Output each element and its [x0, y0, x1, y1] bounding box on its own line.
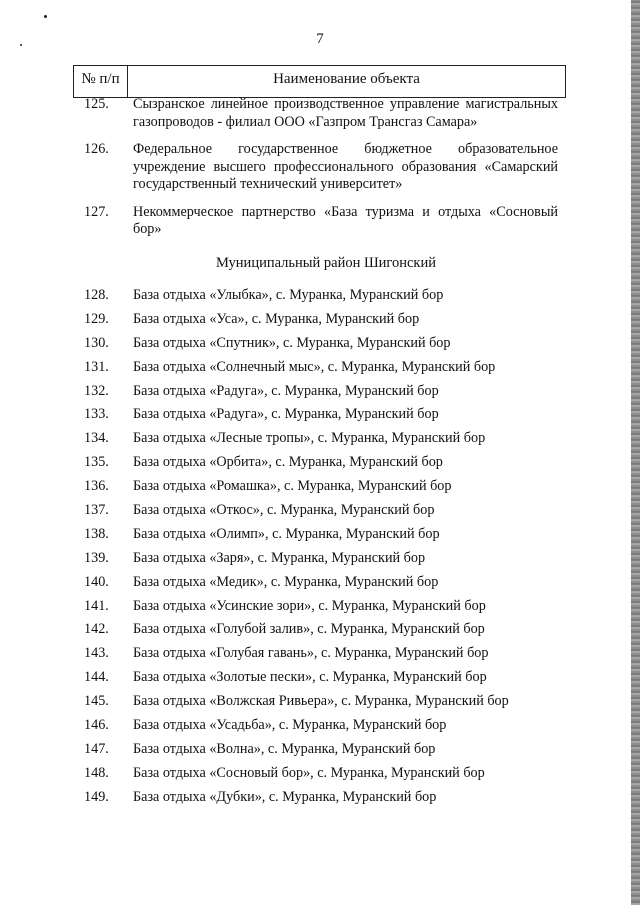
list-item: [0, 204, 640, 239]
item-number: 135.: [84, 454, 109, 471]
item-name: Сызранское линейное производственное управление магистральных газопроводов - филиал ООО «Газпром Трансгаз Самара»: [133, 96, 558, 130]
item-name: База отдыха «Радуга», с. Муранка, Муранский бор: [133, 382, 439, 399]
item-name: База отдыха «Заря», с. Муранка, Муранский бор: [133, 549, 426, 566]
item-name: База отдыха «Усинские зори», с. Муранка, Муранский бор: [133, 597, 486, 614]
item-name: База отдыха «Солнечный мыс», с. Муранка, Муранский бор: [133, 358, 496, 375]
list-item: [0, 741, 640, 765]
item-number: 126.: [84, 141, 109, 157]
item-number: 127.: [84, 203, 109, 220]
item-name: База отдыха «Радуга», с. Муранка, Муранский бор: [133, 406, 439, 423]
list-item: [0, 645, 640, 669]
item-number: 143.: [84, 645, 109, 662]
item-name: База отдыха «Дубки», с. Муранка, Муранский бор: [133, 788, 437, 805]
item-name: База отдыха «Волна», с. Муранка, Муранский бор: [133, 740, 436, 757]
list-item: [0, 383, 640, 407]
item-number: 125.: [84, 96, 109, 112]
item-name: База отдыха «Сосновый бор», с. Муранка, Муранский бор: [133, 764, 485, 781]
item-name: База отдыха «Усадьба», с. Муранка, Муранский бор: [133, 717, 447, 734]
item-number: 140.: [84, 573, 109, 590]
item-name: База отдыха «Уса», с. Муранка, Муранский бор: [133, 310, 420, 327]
list-item: [0, 359, 640, 383]
item-name: База отдыха «Голубой залив», с. Муранка, Муранский бор: [133, 621, 485, 638]
object-list: [0, 96, 640, 813]
scan-speck: [44, 15, 47, 18]
item-name: Федеральное государственное бюджетное образовательное учреждение высшего профессионального образования «Самарский государственный технический университет»: [133, 141, 558, 192]
list-item: [0, 335, 640, 359]
list-item: [0, 693, 640, 717]
list-item: [0, 550, 640, 574]
item-name: База отдыха «Улыбка», с. Муранка, Муранский бор: [133, 287, 444, 303]
list-item: [0, 454, 640, 478]
item-number: 148.: [84, 764, 109, 781]
item-number: 146.: [84, 717, 109, 734]
list-item: [0, 141, 640, 194]
item-name: База отдыха «Золотые пески», с. Муранка, Муранский бор: [133, 669, 487, 686]
header-name-column: Наименование объекта: [273, 71, 420, 87]
item-name: База отдыха «Волжская Ривьера», с. Муранка, Муранский бор: [133, 693, 509, 710]
item-number: 129.: [84, 310, 109, 327]
page-number: 7: [316, 31, 324, 47]
item-number: 130.: [84, 334, 109, 351]
item-number: 134.: [84, 430, 109, 447]
list-item: [0, 598, 640, 622]
list-item: [0, 621, 640, 645]
list-item: [0, 96, 640, 131]
item-name: База отдыха «Спутник», с. Муранка, Муранский бор: [133, 334, 451, 351]
item-name: База отдыха «Медик», с. Муранка, Муранский бор: [133, 573, 439, 590]
item-name: База отдыха «Ромашка», с. Муранка, Муранский бор: [133, 478, 452, 495]
item-number: 139.: [84, 549, 109, 566]
item-name: База отдыха «Откос», с. Муранка, Муранский бор: [133, 502, 435, 519]
item-name: База отдыха «Голубая гавань», с. Муранка, Муранский бор: [133, 645, 489, 662]
header-number-column: № п/п: [74, 66, 128, 97]
item-number: 132.: [84, 382, 109, 399]
list-item: [0, 311, 640, 335]
list-item: [0, 406, 640, 430]
list-item: [0, 502, 640, 526]
list-item: [0, 478, 640, 502]
item-number: 141.: [84, 597, 109, 614]
table-header: [73, 65, 566, 98]
list-item: [0, 430, 640, 454]
item-name: База отдыха «Олимп», с. Муранка, Муранский бор: [133, 525, 440, 542]
section-title: Муниципальный район Шигонский: [216, 254, 436, 271]
item-name: База отдыха «Лесные тропы», с. Муранка, Муранский бор: [133, 430, 486, 447]
item-number: 136.: [84, 478, 109, 495]
list-item: [0, 526, 640, 550]
item-number: 149.: [84, 788, 109, 805]
item-number: 128.: [84, 287, 109, 303]
item-number: 142.: [84, 621, 109, 638]
item-number: 131.: [84, 358, 109, 375]
item-name: Некоммерческое партнерство «База туризма и отдыха «Сосновый бор»: [133, 203, 558, 237]
list-item: [0, 287, 640, 311]
list-item: [0, 669, 640, 693]
item-number: 144.: [84, 669, 109, 686]
item-number: 138.: [84, 525, 109, 542]
item-name: База отдыха «Орбита», с. Муранка, Муранский бор: [133, 454, 443, 471]
list-item: [0, 717, 640, 741]
item-number: 147.: [84, 740, 109, 757]
list-item: [0, 765, 640, 789]
item-number: 137.: [84, 502, 109, 519]
item-number: 145.: [84, 693, 109, 710]
item-number: 133.: [84, 406, 109, 423]
list-item: [0, 789, 640, 813]
list-item: [0, 574, 640, 598]
